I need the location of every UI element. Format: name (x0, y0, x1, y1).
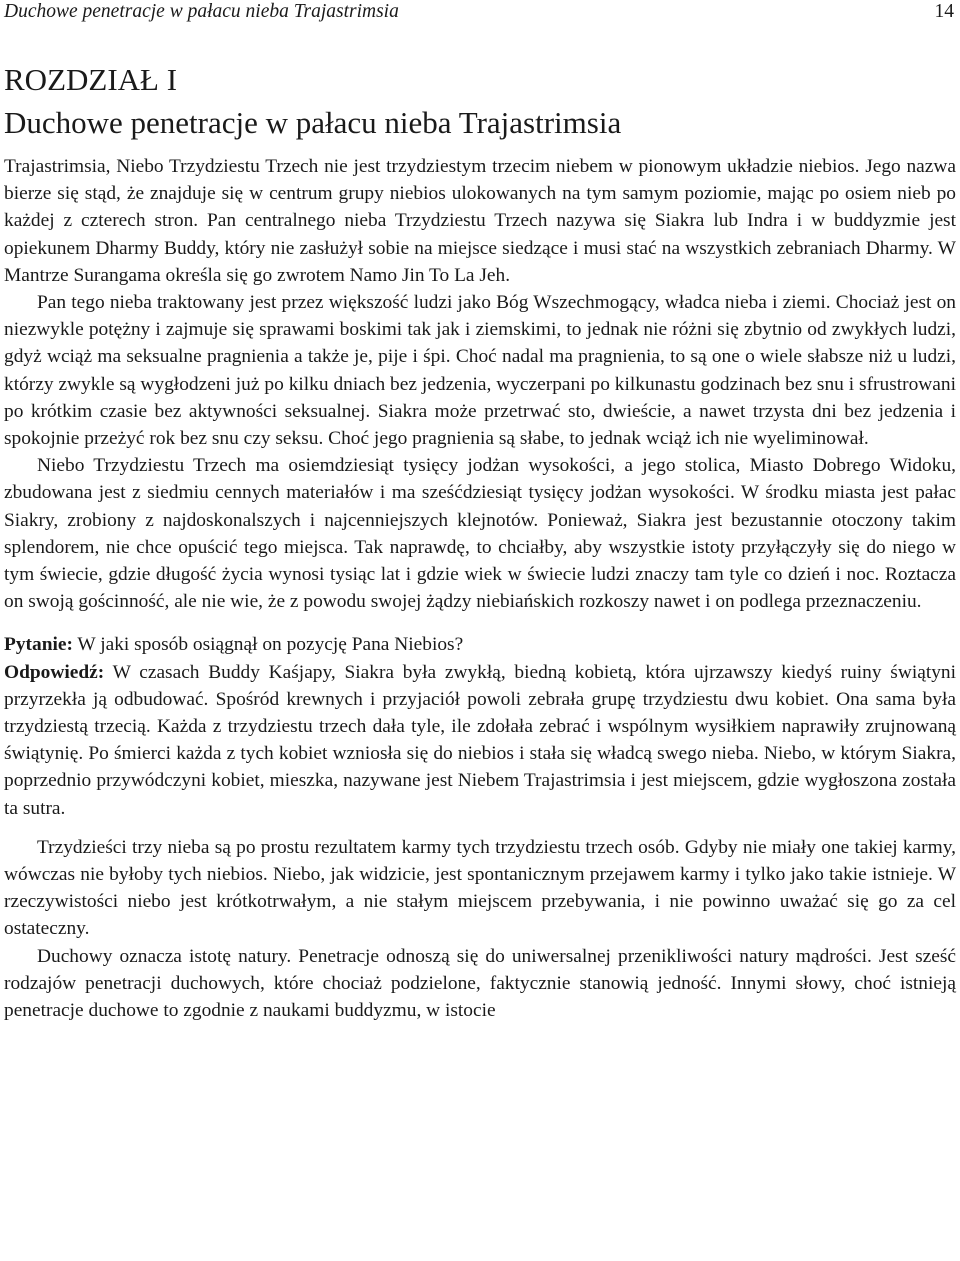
page-number: 14 (934, 1, 954, 22)
question-answer-block (4, 631, 956, 821)
body-text (4, 153, 956, 1024)
answer-text: W czasach Buddy Kaśjapy, Siakra była zwykłą, biedną kobietą, która ujrzawszy kiedyś ruiny świątyni przyrzekła ją odbudować. Spośród krewnych i przyjaciół powoli zebrała grupę trzydziestu dwu kobiet. Ona sama była trzydziestą trzecią. Każda z trzydziestu trzech dała tyle, ile zdołała zebrać i wspólnym wysiłkiem naprawiły zrujnowaną świątynię. Po śmierci każda z tych kobiet wzniosła się do niebios i stała się władcą swego nieba. Niebo, w którym Siakra, poprzednio przywódczyni kobiet, mieszka, nazywane jest Niebem Trajastrimsia i jest miejscem, gdzie wygłoszona została ta sutra. (4, 661, 956, 819)
question-label: Pytanie: (4, 634, 73, 656)
paragraph-3: Niebo Trzydziestu Trzech ma osiemdziesiąt tysięcy jodżan wysokości, a jego stolica, Miasto Dobrego Widoku, zbudowana jest z siedmiu cennych materiałów i ma sześćdziesiąt tysięcy jodżan wysokości. W środku miasta jest pałac Siakry, zrobiony z najdoskonalszych i najcenniejszych klejnotów. Ponieważ, Siakra jest bezustannie otoczony takim splendorem, nie chce opuścić tego miejsca. Tak naprawdę, to chciałby, aby wszystkie istoty przyłączyły się do niego w tym świecie, gdzie długość życia wynosi tysiąc lat i gdzie wiek w świecie ludzi znaczy tam tyle co dzień i noc. Roztacza on swoją gościnność, ale nie wie, że z powodu swojej żądzy niebiańskich rozkoszy nawet i on podlega przeznaczeniu. (4, 455, 956, 613)
running-header-title: Duchowe penetracje w pałacu nieba Trajastrimsia (4, 1, 399, 22)
chapter-title: Duchowe penetracje w pałacu nieba Trajastrimsia (4, 105, 622, 140)
paragraph-5: Duchowy oznacza istotę natury. Penetracje odnoszą się do uniwersalnej przenikliwości natury mądrości. Jest sześć rodzajów penetracji duchowych, które chociaż podzielone, faktycznie stanowią jedność. Innymi słowy, choć istnieją penetracje duchowe to zgodnie z naukami buddyzmu, w istocie (4, 945, 956, 1022)
question (4, 631, 956, 658)
answer-label: Odpowiedź: (4, 661, 105, 683)
paragraph-4: Trzydzieści trzy nieba są po prostu rezultatem karmy tych trzydziestu trzech osób. Gdyby nie miały one takiej karmy, wówczas nie byłoby tych niebios. Niebo, jak widzicie, jest spontanicznym przejawem karmy i tylko jako takie istnieje. W rzeczywistości niebo jest krótkotrwałym, a nie stałym miejscem przebywania, i nie powinno uważać się go za cel ostateczny. (4, 836, 956, 940)
chapter-heading (4, 61, 956, 141)
running-header (4, 0, 956, 24)
answer (4, 659, 956, 822)
paragraph-2: Pan tego nieba traktowany jest przez większość ludzi jako Bóg Wszechmogący, władca nieba i ziemi. Chociaż jest on niezwykle potężny i zajmuje się sprawami boskimi tak jak i ziemskimi, to jednak nie różni się zbytnio od zwykłych ludzi, gdyż wciąż ma seksualne pragnienia a także je, pije i śpi. Choć nadal ma pragnienia, to są one o wiele słabsze niż u ludzi, którzy zwykle są wygłodzeni już po kilku dniach bez jedzenia, wyczerpani po kilkunastu godzinach bez snu i sfrustrowani po krótkim czasie bez aktywności seksualnej. Siakra może przetrwać sto, dwieście, a nawet trzysta dni bez jedzenia i spokojnie przeżyć rok bez snu czy seksu. Choć jego pragnienia są słabe, to jednak wciąż ich nie wyeliminował. (4, 292, 956, 450)
closing-section (4, 834, 956, 1024)
paragraph-1: Trajastrimsia, Niebo Trzydziestu Trzech nie jest trzydziestym trzecim niebem w pionowym układzie niebios. Jego nazwa bierze się stąd, że znajduje się w centrum grupy niebios ulokowanych na tym samym poziomie, mając po osiem nieb po każdej z czterech stron. Pan centralnego nieba Trzydziestu Trzech nazywa się Siakra lub Indra i w buddyzmie jest opiekunem Dharmy Buddy, który nie zasłużył sobie na miejsce siedzące i musi stać na wszystkich zebraniach Dharmy. W Mantrze Surangama określa się go zwrotem Namo Jin To La Jeh. (4, 156, 956, 286)
chapter-label: ROZDZIAŁ I (4, 62, 178, 97)
document-page (4, 0, 956, 1024)
question-text: W jaki sposób osiągnął on pozycję Pana Niebios? (72, 634, 464, 656)
